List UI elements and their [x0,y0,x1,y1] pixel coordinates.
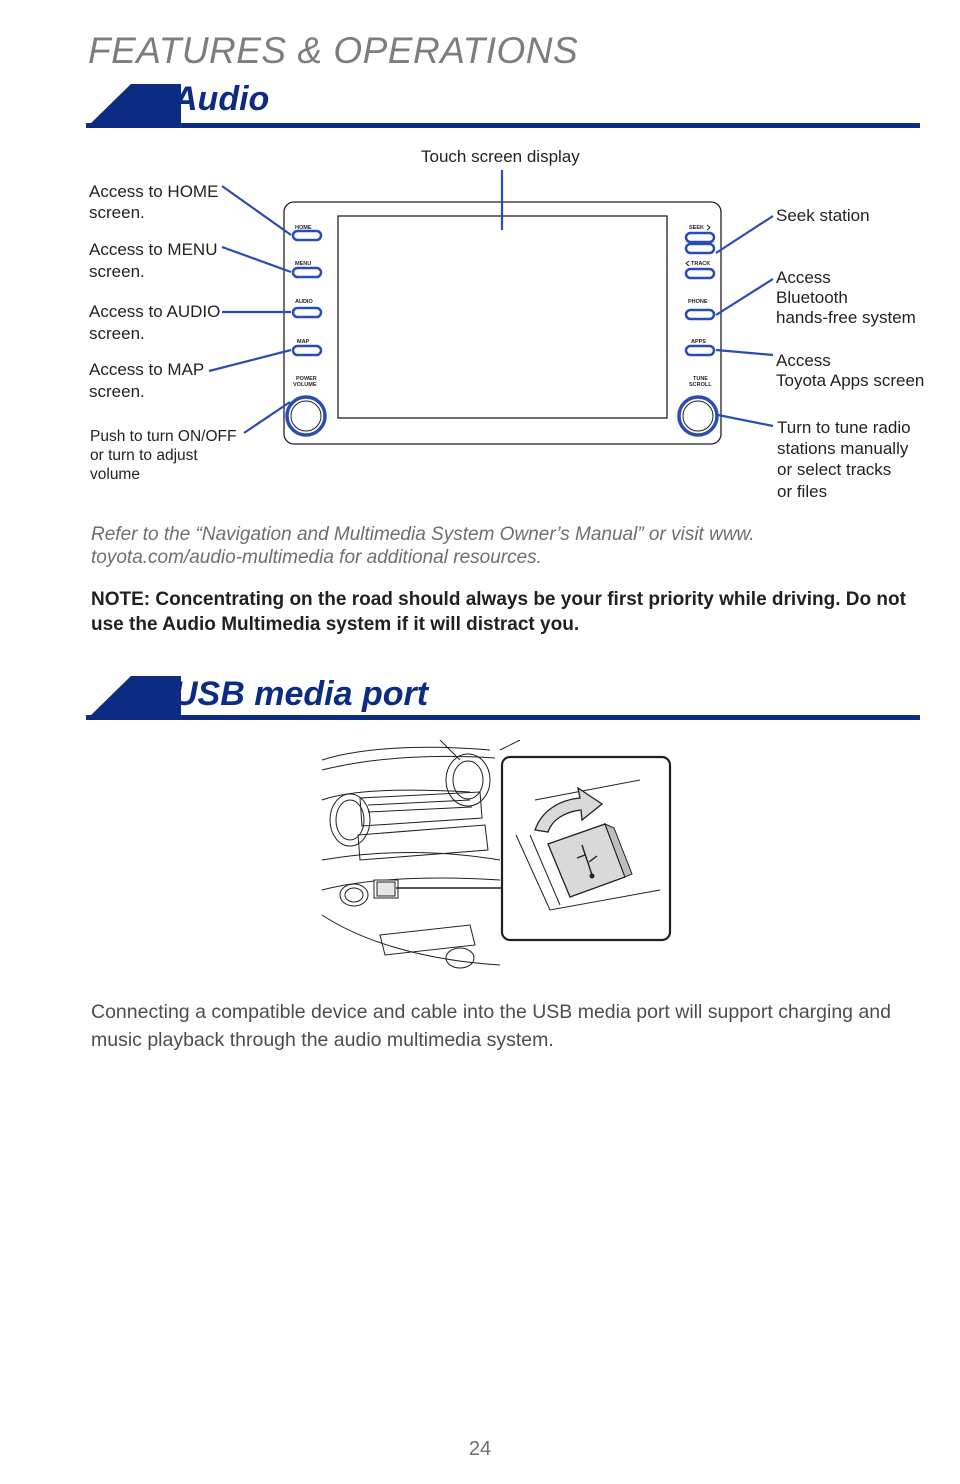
audio-head-unit-diagram [0,140,960,510]
map-callout-1: Access to MAP [89,360,205,379]
seek-button-label: SEEK [689,225,704,231]
home-callout-1: Access to HOME [89,182,219,201]
power-callout-3: volume [90,466,140,483]
power-callout-1: Push to turn ON/OFF [90,428,237,445]
tune-label-2: SCROLL [689,382,712,388]
tune-callout-4: or files [777,482,828,501]
touch-screen [338,216,667,418]
menu-button [293,268,321,277]
tune-callout-3: or select tracks [777,460,892,479]
apps-callout-1: Access [776,351,831,370]
phone-callout-2: Bluetooth [776,288,848,307]
apps-button-label: APPS [691,339,706,345]
usb-port-small [377,882,395,896]
map-callout-2: screen. [89,382,145,401]
menu-callout-2: screen. [89,262,145,281]
menu-callout-1: Access to MENU [89,240,218,259]
power-label-2: VOLUME [293,382,317,388]
menu-button-label: MENU [295,261,312,267]
audio-button-label: AUDIO [295,299,313,305]
home-button [293,231,321,240]
home-button-label: HOME [295,225,312,231]
audio-callout-1: Access to AUDIO [89,302,221,321]
audio-callout-2: screen. [89,324,145,343]
phone-callout-1: Access [776,268,831,287]
track-button-label: TRACK [691,261,711,267]
map-button-label: MAP [297,339,310,345]
seek-button [686,233,714,242]
reference-text: Refer to the “Navigation and Multimedia System Owner’s Manual” or visit www. toyota.com/audio-multimedia for additional resources. [91,524,755,568]
page-header-title: FEATURES & OPERATIONS [88,30,579,71]
track-button [686,244,714,253]
track-button-lower [686,269,714,278]
seek-callout: Seek station [776,206,870,225]
home-callout-2: screen. [89,203,145,222]
audio-button [293,308,321,317]
power-label-1: POWER [296,376,317,382]
tune-callout-2: stations manually [777,439,909,458]
map-button [293,346,321,355]
audio-section-title: Audio [173,80,270,118]
usb-section-title: USB media port [173,675,429,713]
apps-callout-2: Toyota Apps screen [776,371,925,390]
usb-console-illustration [320,740,680,985]
power-callout-2: or turn to adjust [90,447,198,464]
phone-button-label: PHONE [688,299,708,305]
phone-callout-3: hands-free system [776,308,916,327]
page-number: 24 [468,1438,492,1460]
tune-callout-1: Turn to tune radio [777,418,911,437]
usb-description: Connecting a compatible device and cable into the USB media port will support charging and music playback through the audio multimedia system. [91,1001,891,1051]
tune-label-1: TUNE [693,376,708,382]
phone-button [686,310,714,319]
safety-note: NOTE: Concentrating on the road should always be your first priority while driving. Do not use the Audio Multimedia system if it will distract you. [91,589,906,635]
apps-button [686,346,714,355]
touch-screen-callout: Touch screen display [421,147,580,166]
